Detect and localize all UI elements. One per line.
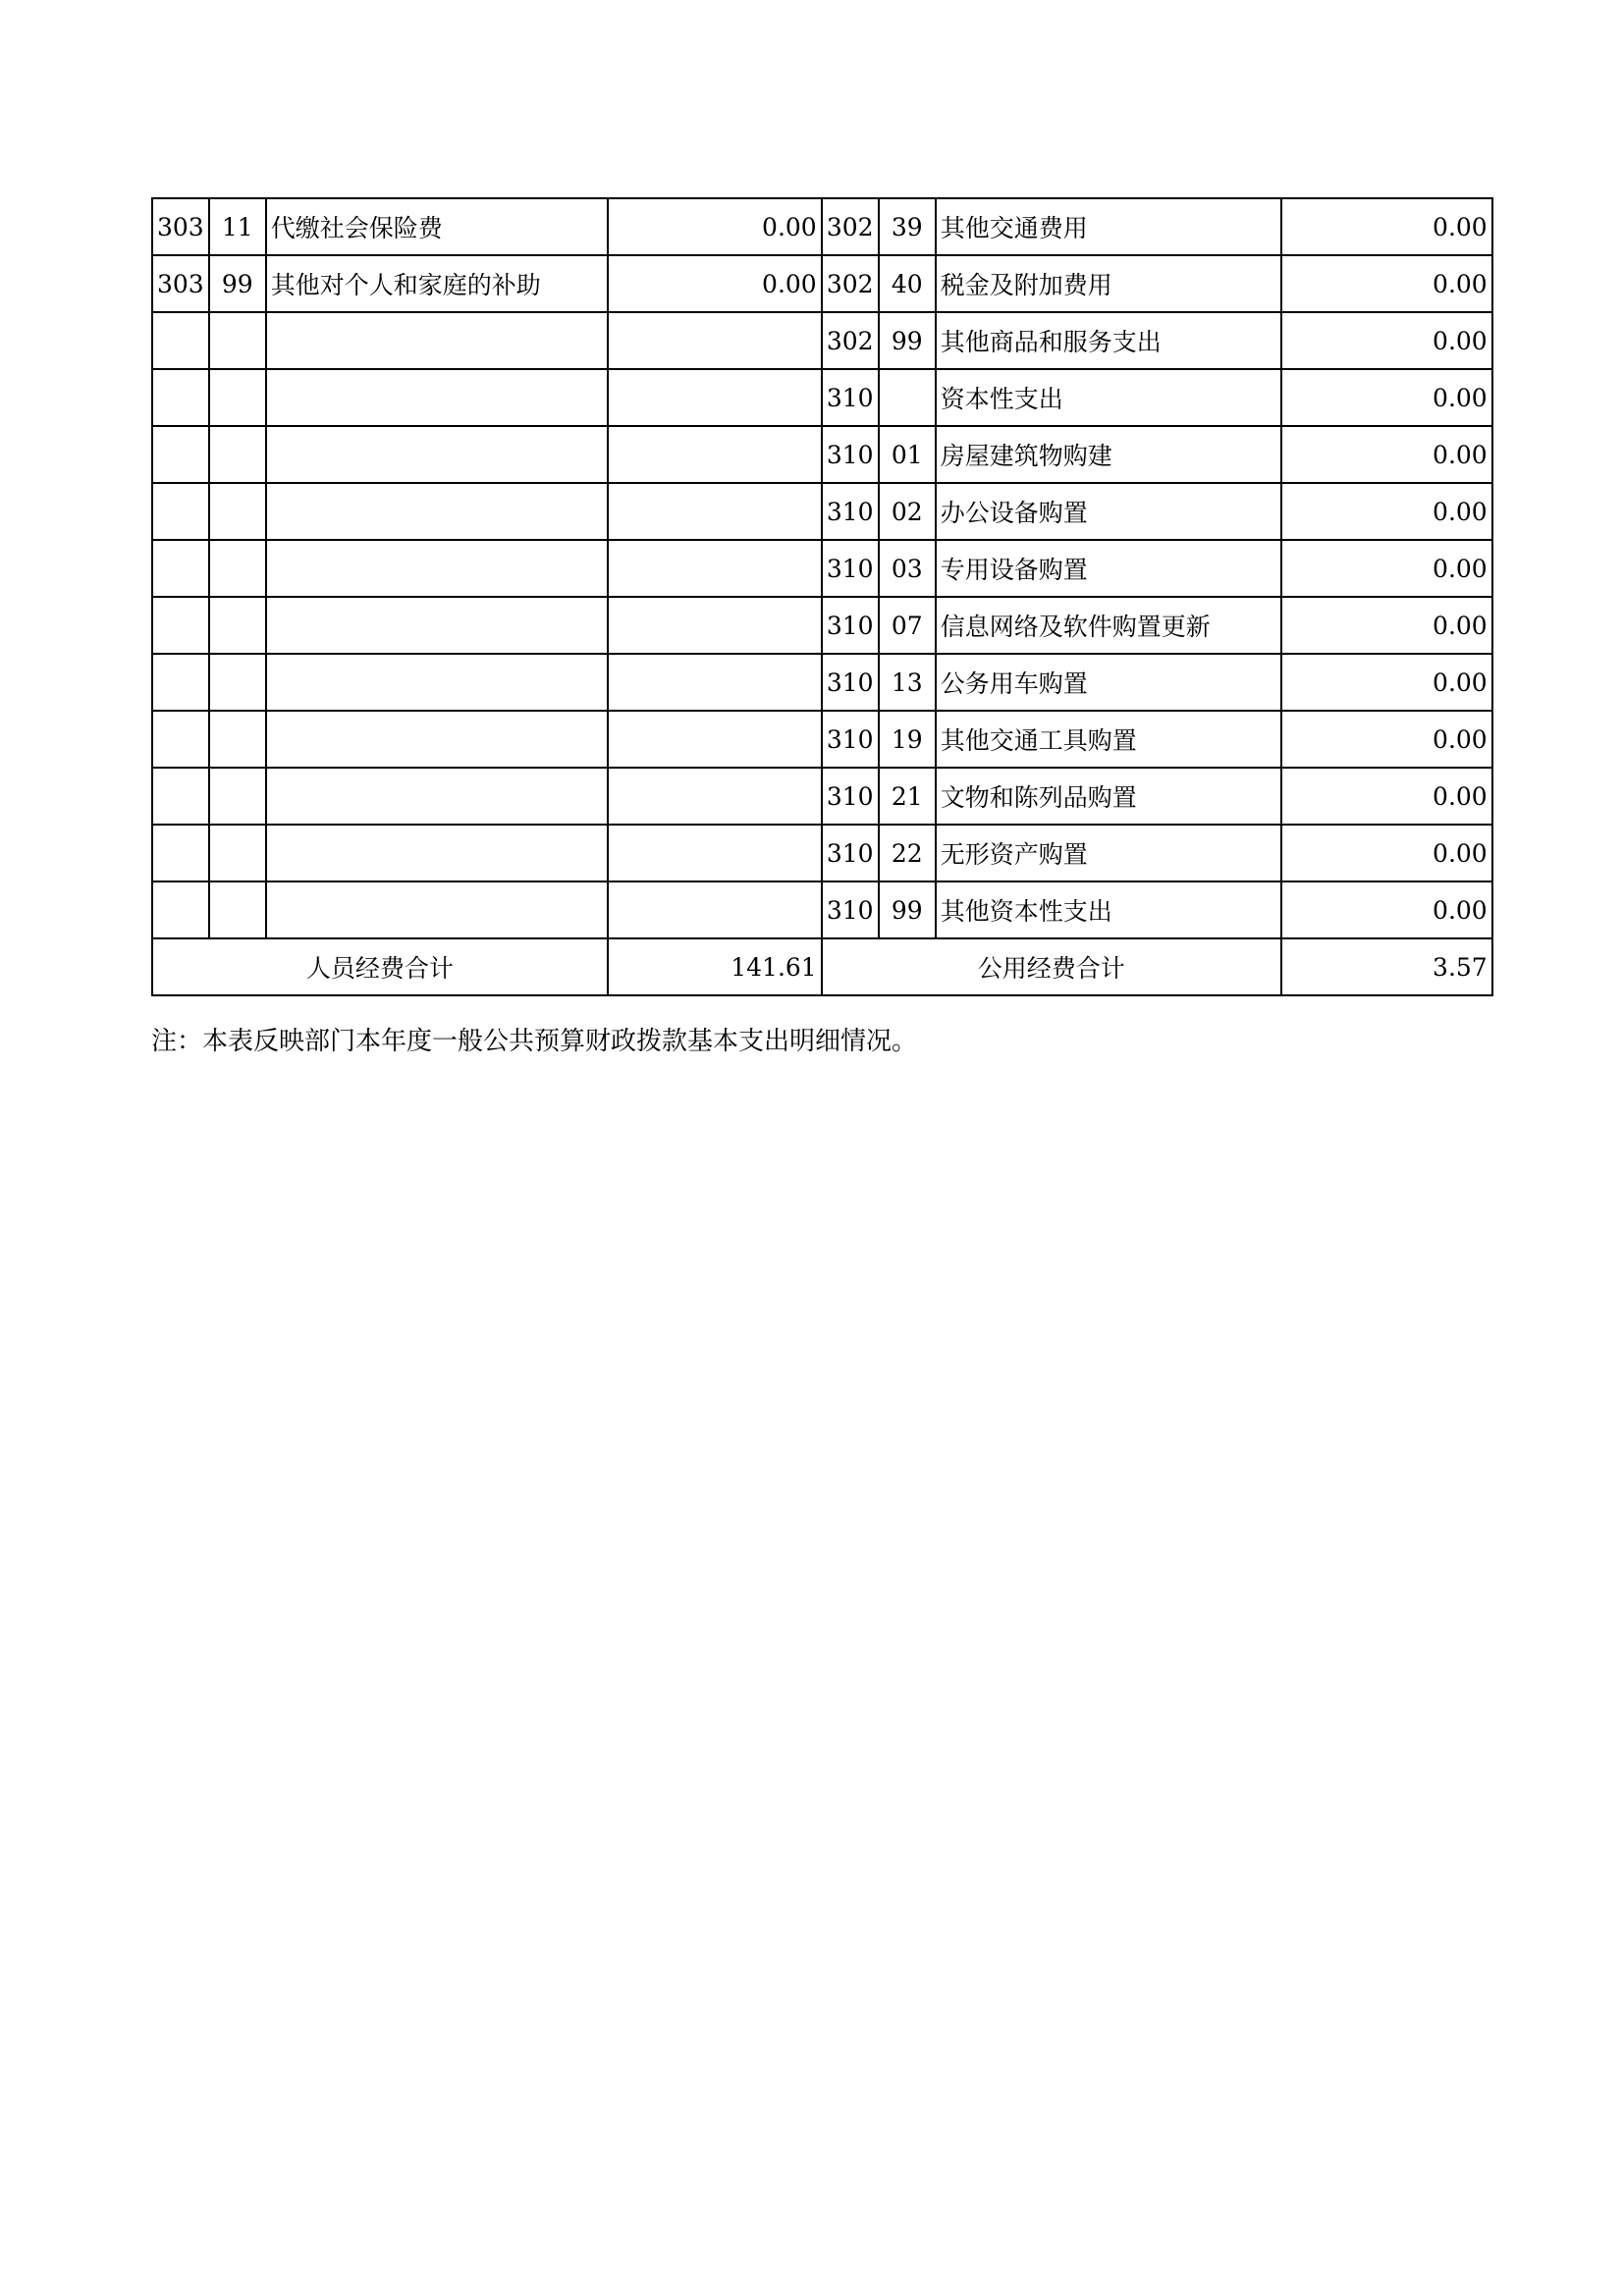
table-body [152,198,1492,938]
right-item-name: 资本性支出 [936,369,1281,426]
right-class-code: 310 [822,540,879,597]
left-amount [608,881,822,938]
public-total-label: 公用经费合计 [822,938,1281,995]
right-item-code: 01 [879,426,936,483]
right-item-code: 99 [879,312,936,369]
right-class-code: 310 [822,654,879,711]
right-amount: 0.00 [1281,369,1492,426]
right-class-code: 302 [822,312,879,369]
right-class-code: 310 [822,825,879,881]
left-item-code [209,312,266,369]
left-item-name [266,426,608,483]
right-amount: 0.00 [1281,597,1492,654]
right-item-name: 其他交通费用 [936,198,1281,255]
left-item-name [266,768,608,825]
right-amount: 0.00 [1281,711,1492,768]
left-item-name [266,483,608,540]
right-item-name: 房屋建筑物购建 [936,426,1281,483]
right-item-code: 39 [879,198,936,255]
left-item-name: 代缴社会保险费 [266,198,608,255]
table-row [152,825,1492,881]
left-amount [608,426,822,483]
left-class-code [152,825,209,881]
right-item-name: 信息网络及软件购置更新 [936,597,1281,654]
left-item-code [209,483,266,540]
right-class-code: 302 [822,255,879,312]
left-amount [608,825,822,881]
right-item-code: 13 [879,654,936,711]
personnel-total-value: 141.61 [608,938,822,995]
left-amount [608,312,822,369]
table-row [152,768,1492,825]
left-item-code [209,597,266,654]
left-item-code [209,825,266,881]
table-row [152,540,1492,597]
left-class-code: 303 [152,255,209,312]
left-item-name [266,369,608,426]
table-row [152,255,1492,312]
personnel-total-label: 人员经费合计 [152,938,608,995]
right-amount: 0.00 [1281,654,1492,711]
left-item-code: 99 [209,255,266,312]
left-item-code [209,881,266,938]
right-amount: 0.00 [1281,768,1492,825]
public-total-value: 3.57 [1281,938,1492,995]
right-class-code: 310 [822,426,879,483]
right-amount: 0.00 [1281,255,1492,312]
left-amount [608,369,822,426]
left-item-name [266,711,608,768]
left-class-code [152,597,209,654]
left-class-code [152,369,209,426]
right-amount: 0.00 [1281,825,1492,881]
right-class-code: 310 [822,881,879,938]
left-amount [608,711,822,768]
table-row [152,198,1492,255]
left-item-code [209,654,266,711]
left-item-name [266,825,608,881]
right-amount: 0.00 [1281,312,1492,369]
left-amount [608,768,822,825]
left-item-name [266,540,608,597]
right-item-code [879,369,936,426]
table-row [152,654,1492,711]
right-item-code: 40 [879,255,936,312]
left-item-code [209,426,266,483]
right-amount: 0.00 [1281,426,1492,483]
left-amount: 0.00 [608,198,822,255]
left-class-code [152,711,209,768]
right-item-name: 文物和陈列品购置 [936,768,1281,825]
left-amount [608,597,822,654]
right-class-code: 310 [822,597,879,654]
right-item-code: 22 [879,825,936,881]
left-item-code [209,369,266,426]
left-item-name [266,654,608,711]
right-amount: 0.00 [1281,483,1492,540]
left-item-name [266,881,608,938]
left-class-code [152,426,209,483]
table-row [152,881,1492,938]
left-amount [608,483,822,540]
table-row [152,426,1492,483]
right-item-name: 其他商品和服务支出 [936,312,1281,369]
left-item-name [266,597,608,654]
budget-detail-table [151,197,1493,996]
right-item-name: 公务用车购置 [936,654,1281,711]
table-row [152,597,1492,654]
right-amount: 0.00 [1281,540,1492,597]
left-class-code [152,654,209,711]
right-item-name: 其他资本性支出 [936,881,1281,938]
right-item-code: 07 [879,597,936,654]
right-class-code: 310 [822,711,879,768]
left-class-code [152,881,209,938]
right-item-name: 其他交通工具购置 [936,711,1281,768]
left-item-code [209,768,266,825]
table-note: 注：本表反映部门本年度一般公共预算财政拨款基本支出明细情况。 [151,1027,918,1056]
right-item-name: 无形资产购置 [936,825,1281,881]
right-class-code: 310 [822,483,879,540]
right-item-code: 21 [879,768,936,825]
right-class-code: 310 [822,369,879,426]
right-item-code: 19 [879,711,936,768]
left-amount [608,654,822,711]
right-amount: 0.00 [1281,198,1492,255]
left-item-name: 其他对个人和家庭的补助 [266,255,608,312]
table-row [152,369,1492,426]
left-item-code [209,540,266,597]
left-class-code [152,483,209,540]
left-item-code: 11 [209,198,266,255]
table-row [152,711,1492,768]
right-item-name: 专用设备购置 [936,540,1281,597]
table-row [152,312,1492,369]
left-class-code [152,540,209,597]
right-item-code: 03 [879,540,936,597]
right-item-code: 02 [879,483,936,540]
left-amount: 0.00 [608,255,822,312]
right-class-code: 310 [822,768,879,825]
left-item-name [266,312,608,369]
left-class-code [152,768,209,825]
totals-row [152,938,1492,995]
left-class-code: 303 [152,198,209,255]
left-class-code [152,312,209,369]
right-amount: 0.00 [1281,881,1492,938]
left-amount [608,540,822,597]
right-class-code: 302 [822,198,879,255]
right-item-code: 99 [879,881,936,938]
right-item-name: 税金及附加费用 [936,255,1281,312]
left-item-code [209,711,266,768]
right-item-name: 办公设备购置 [936,483,1281,540]
table-row [152,483,1492,540]
